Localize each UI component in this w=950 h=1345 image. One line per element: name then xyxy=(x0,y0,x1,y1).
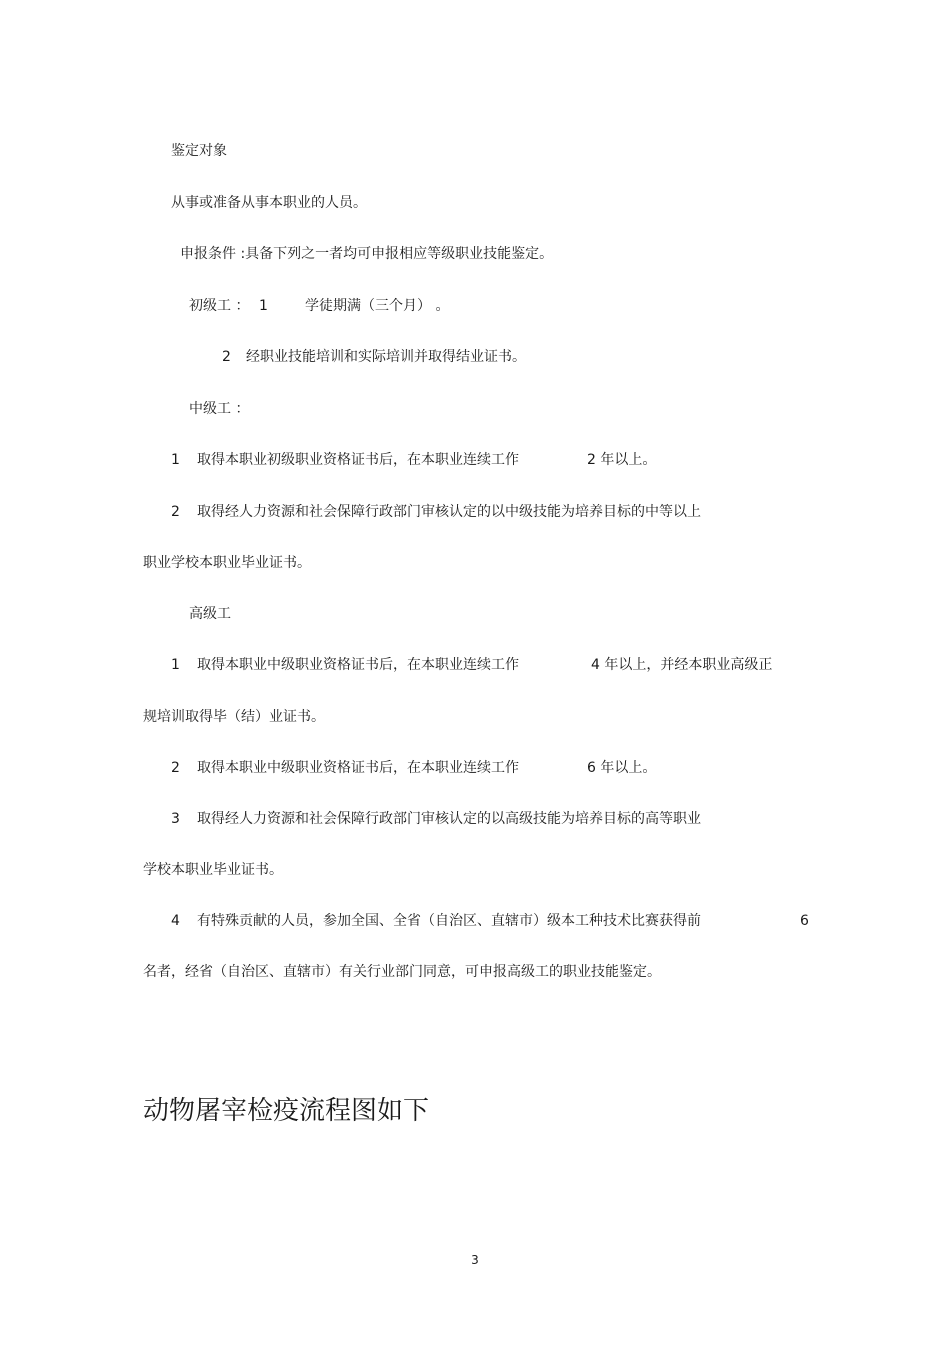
primary-item2-text: 经职业技能培训和实际培训并取得结业证书。 xyxy=(246,349,526,365)
primary-item1-num: 1 xyxy=(259,298,268,314)
advanced-item4-text: 有特殊贡献的人员，参加全国、全省（自治区、直辖市）级本工种技术比赛获得前 xyxy=(197,913,701,929)
intermediate-item1-num: 1 xyxy=(171,452,180,468)
primary-item2-num: 2 xyxy=(222,349,231,365)
advanced-item1-text: 取得本职业中级职业资格证书后，在本职业连续工作 xyxy=(197,657,519,673)
advanced-item3-text-cont: 学校本职业毕业证书。 xyxy=(143,862,283,878)
advanced-item1-text-mid: 4 年以上，并经本职业高级正 xyxy=(591,657,773,673)
target-text: 从事或准备从事本职业的人员。 xyxy=(171,195,367,211)
advanced-label: 高级工 xyxy=(189,606,231,622)
intermediate-item2-num: 2 xyxy=(171,504,180,520)
advanced-item2-text-end: 6 年以上。 xyxy=(587,760,657,776)
primary-label: 初级工 ： xyxy=(189,298,250,314)
advanced-item4-num: 4 xyxy=(171,913,180,929)
intermediate-item1-text: 取得本职业初级职业资格证书后，在本职业连续工作 xyxy=(197,452,519,468)
intermediate-item2-text: 取得经人力资源和社会保障行政部门审核认定的以中级技能为培养目标的中等以上 xyxy=(197,504,701,520)
intermediate-item2-text-cont: 职业学校本职业毕业证书。 xyxy=(143,555,311,571)
advanced-item2-num: 2 xyxy=(171,760,180,776)
advanced-item3-num: 3 xyxy=(171,811,180,827)
advanced-item3-text: 取得经人力资源和社会保障行政部门审核认定的以高级技能为培养目标的高等职业 xyxy=(197,811,701,827)
advanced-item4-text-cont: 名者，经省（自治区、直辖市）有关行业部门同意，可申报高级工的职业技能鉴定。 xyxy=(143,964,661,980)
primary-item1-text: 学徒期满（三个月） 。 xyxy=(305,298,450,314)
advanced-item1-num: 1 xyxy=(171,657,180,673)
intermediate-item1-text-end: 2 年以上。 xyxy=(587,452,657,468)
page-number: 3 xyxy=(471,1253,479,1267)
conditions-text: 申报条件 :具备下列之一者均可申报相应等级职业技能鉴定。 xyxy=(180,246,554,262)
advanced-item1-text-cont: 规培训取得毕（结）业证书。 xyxy=(143,709,325,725)
flowchart-heading: 动物屠宰检疫流程图如下 xyxy=(143,1096,430,1126)
section-title: 鉴定对象 xyxy=(171,143,227,159)
intermediate-label: 中级工 ： xyxy=(189,401,250,417)
advanced-item2-text: 取得本职业中级职业资格证书后，在本职业连续工作 xyxy=(197,760,519,776)
advanced-item4-rank: 6 xyxy=(800,913,809,929)
